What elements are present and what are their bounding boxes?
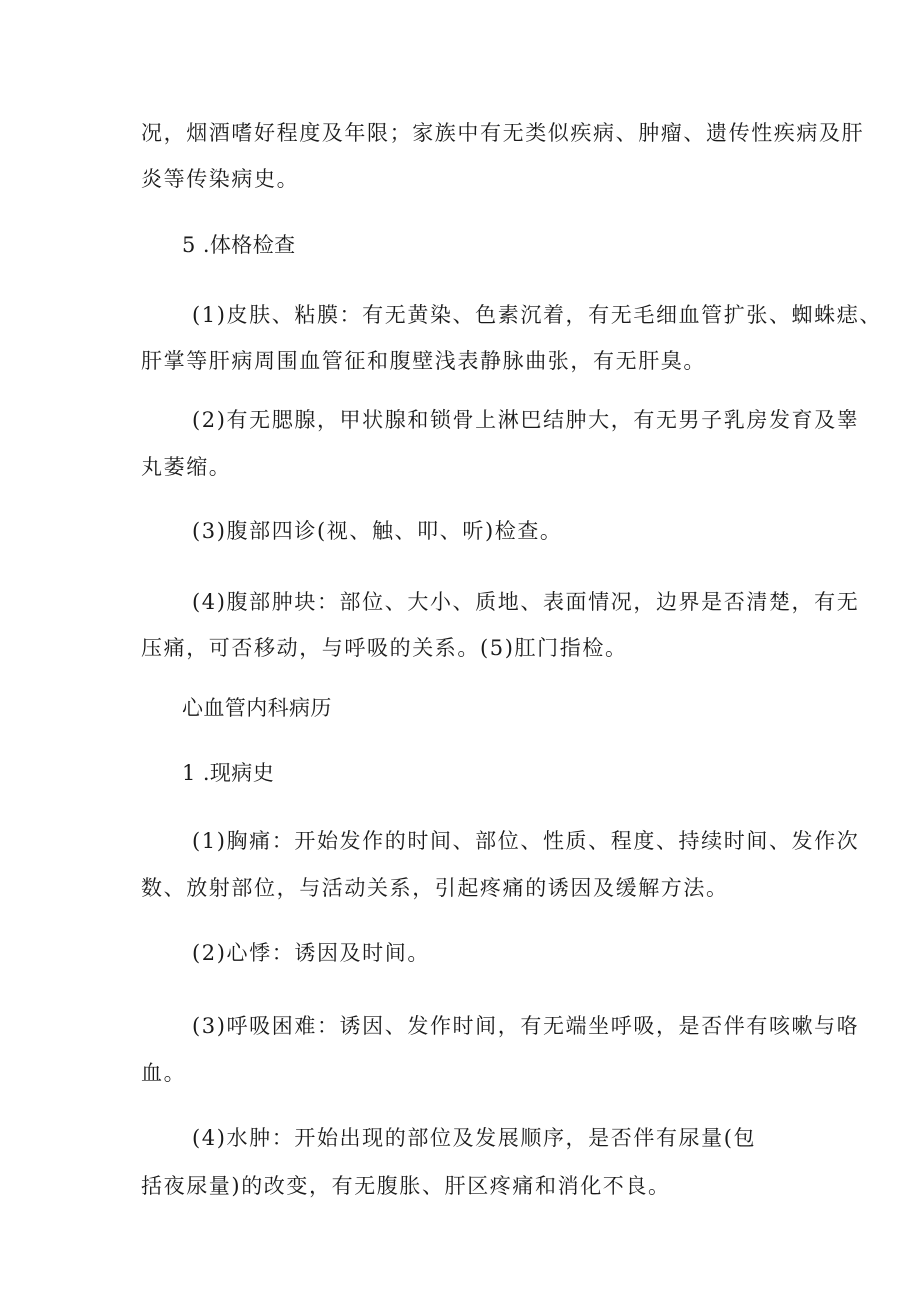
text-line: (2)心悸：诱因及时间。 [192,941,430,965]
text-line: (3)呼吸困难：诱因、发作时间，有无端坐呼吸，是否伴有咳嗽与咯 [192,1014,860,1038]
text-line: (1)胸痛：开始发作的时间、部位、性质、程度、持续时间、发作次 [192,829,860,853]
text-line: 况，烟酒嗜好程度及年限；家族中有无类似疾病、肿瘤、遗传性疾病及肝 [141,121,865,145]
text-line: 血。 [141,1061,187,1085]
text-line: (2)有无腮腺，甲状腺和锁骨上淋巴结肿大，有无男子乳房发育及睾 [192,408,860,432]
text-line: 括夜尿量)的改变，有无腹胀、肝区疼痛和消化不良。 [141,1174,671,1198]
text-line: 炎等传染病史。 [141,167,300,191]
text-line: 丸萎缩。 [141,455,232,479]
text-line: 肝掌等肝病周围血管征和腹壁浅表静脉曲张，有无肝臭。 [141,349,706,373]
section-heading: 1 .现病史 [182,761,275,785]
section-heading: 心血管内科病历 [182,696,332,720]
text-line: 压痛，可否移动，与呼吸的关系。(5)肛门指检。 [141,636,628,660]
text-line: 数、放射部位，与活动关系，引起疼痛的诱因及缓解方法。 [141,876,729,900]
text-line: (4)腹部肿块：部位、大小、质地、表面情况，边界是否清楚，有无 [192,590,860,614]
text-line: (4)水肿：开始出现的部位及发展顺序，是否伴有尿量(包 [192,1126,757,1150]
section-heading: 5 .体格检查 [182,233,296,257]
text-line: (3)腹部四诊(视、触、叩、听)检查。 [192,519,563,543]
text-line: (1)皮肤、粘膜：有无黄染、色素沉着，有无毛细血管扩张、蜘蛛痣、 [192,303,882,327]
